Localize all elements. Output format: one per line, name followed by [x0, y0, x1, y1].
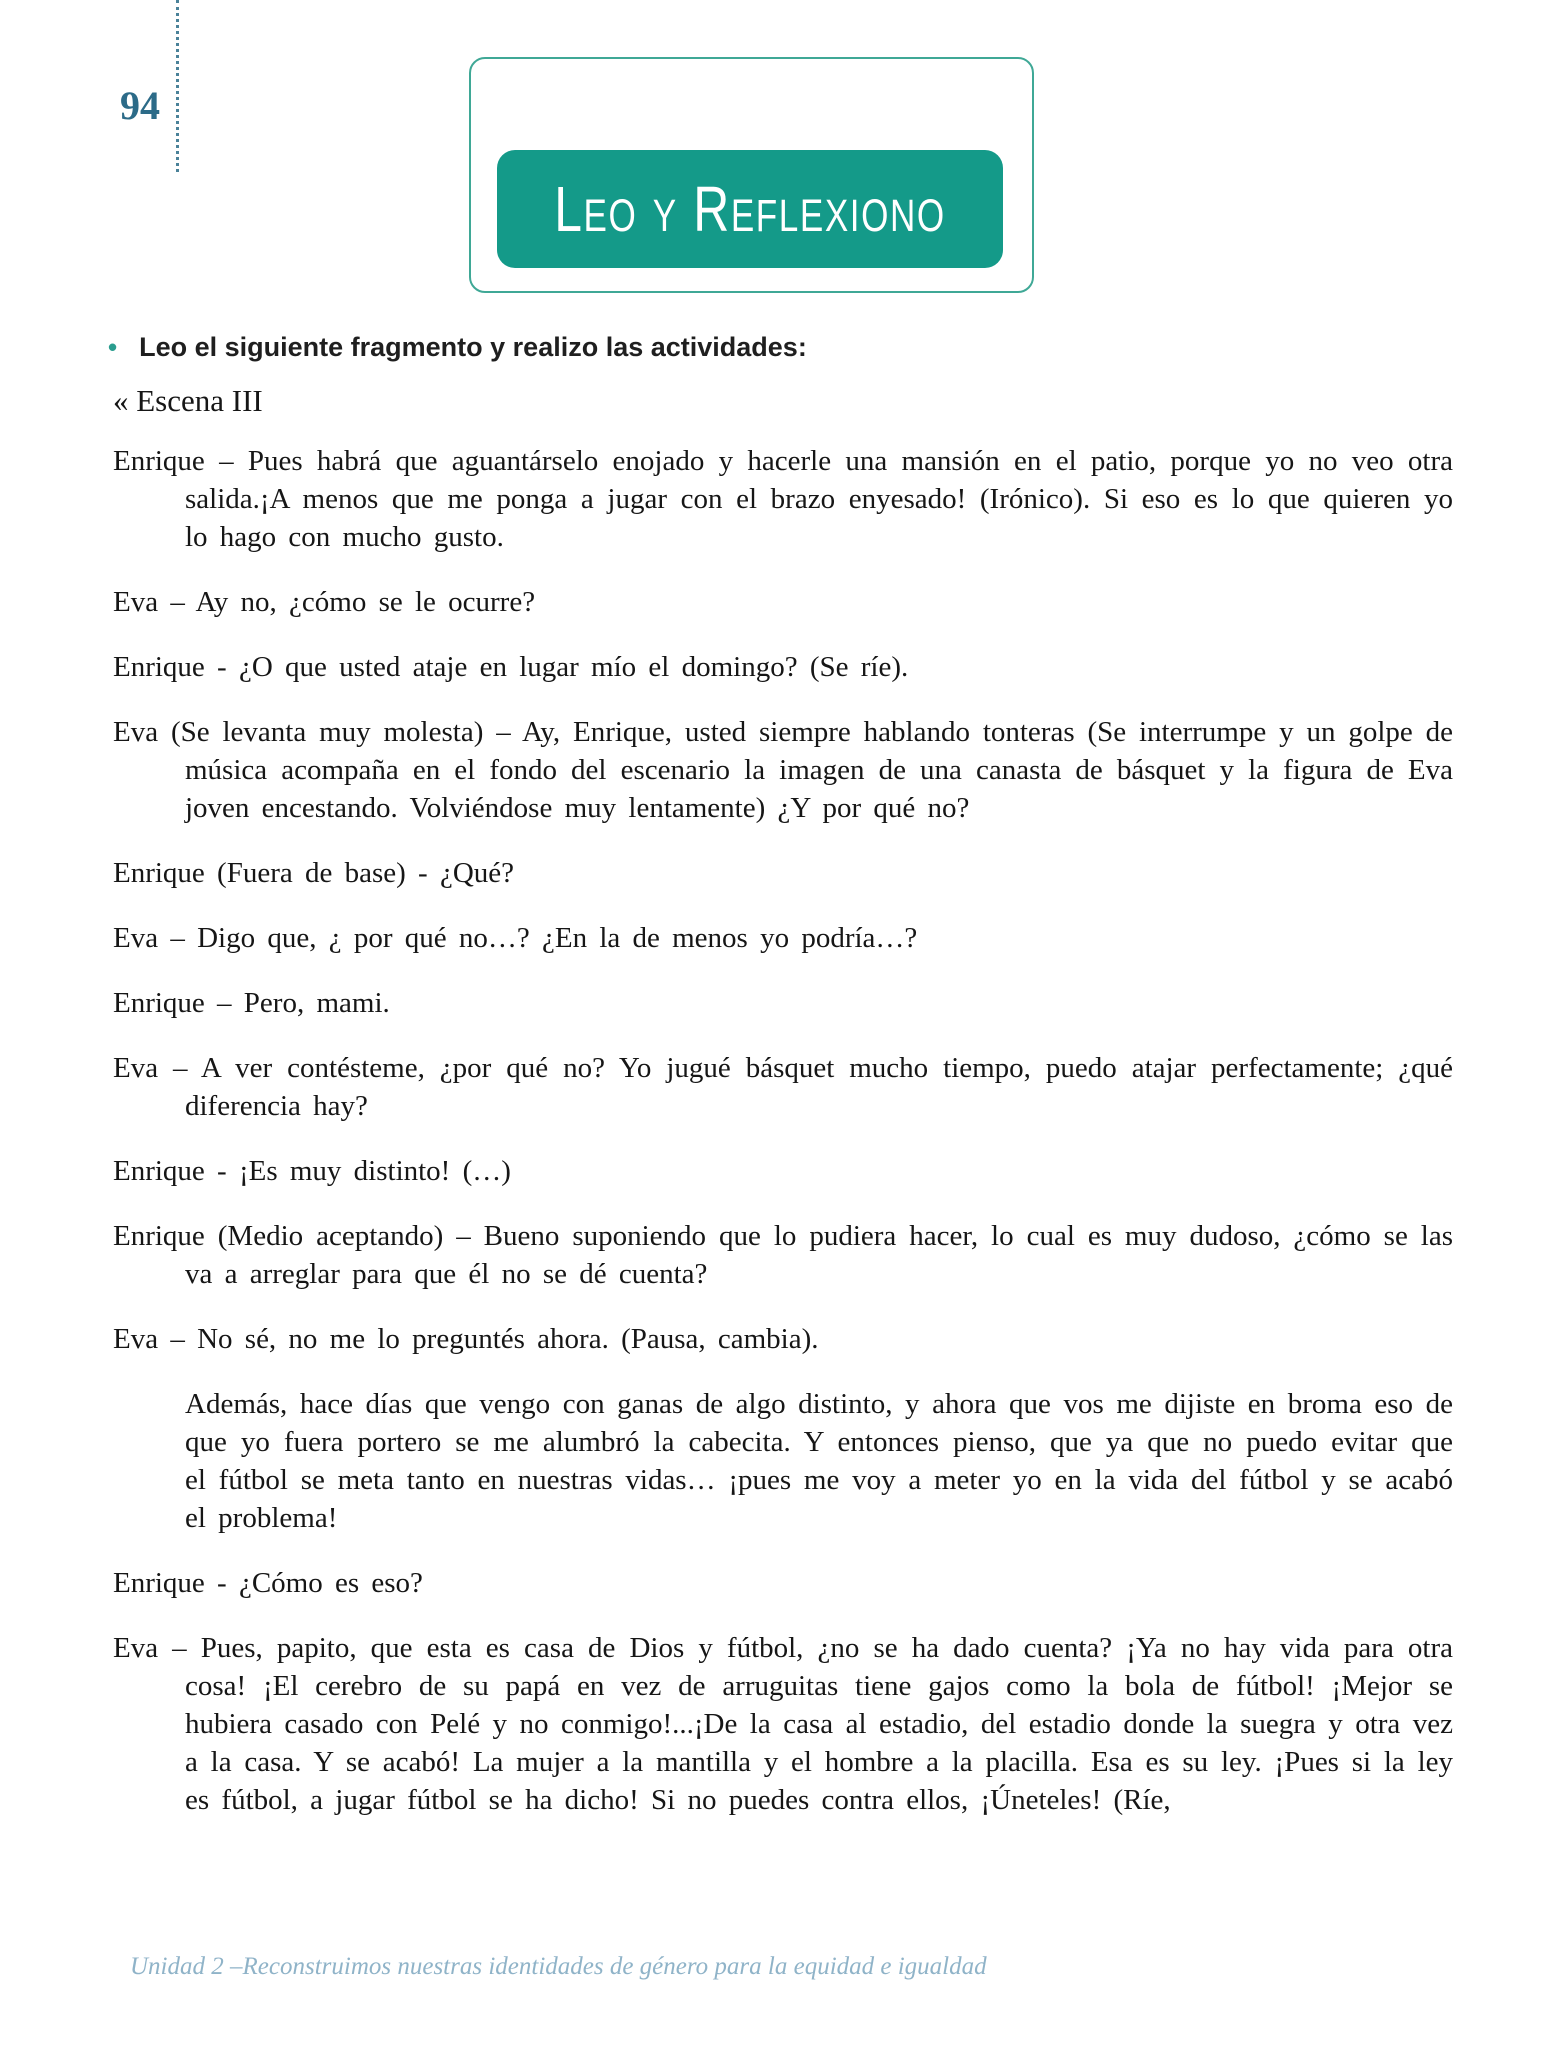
dialogue-paragraph: Eva – A ver contésteme, ¿por qué no? Yo jugué básquet mucho tiempo, puedo atajar perfectamente; ¿qué diferencia hay?	[113, 1052, 1453, 1122]
dialogue-paragraph: Enrique - ¡Es muy distinto! (…)	[113, 1155, 511, 1187]
dialogue-paragraph: Enrique (Medio aceptando) – Bueno suponiendo que lo pudiera hacer, lo cual es muy dudoso, ¿cómo se las va a arreglar para que él no se dé cuenta?	[113, 1220, 1453, 1290]
dialogue-paragraph: Eva – Digo que, ¿ por qué no…? ¿En la de menos yo podría…?	[113, 922, 918, 954]
dialogue-container	[113, 442, 1453, 1846]
section-banner-title: Leo y Reflexiono	[554, 173, 946, 245]
dialogue-paragraph: Enrique - ¿O que usted ataje en lugar mío el domingo? (Se ríe).	[113, 651, 909, 683]
instruction-line	[108, 332, 1458, 363]
dialogue-paragraph: Enrique (Fuera de base) - ¿Qué?	[113, 857, 515, 889]
footer-unit-title: Unidad 2 –Reconstruimos nuestras identidades de género para la equidad e igualdad	[130, 1953, 987, 1980]
dialogue-paragraph: Además, hace días que vengo con ganas de algo distinto, y ahora que vos me dijiste en broma eso de que yo fuera portero se me alumbró la cabecita. Y entonces pienso, que ya que no puedo evitar que el fútbol se meta tanto en nuestras vidas… ¡pues me voy a meter yo en la vida del fútbol y se acabó el problema!	[185, 1388, 1453, 1534]
dialogue-paragraph: Enrique - ¿Cómo es eso?	[113, 1567, 423, 1599]
dialogue-paragraph: Eva – Pues, papito, que esta es casa de Dios y fútbol, ¿no se ha dado cuenta? ¡Ya no hay vida para otra cosa! ¡El cerebro de su papá en vez de arruguitas tiene gajos como la bola de fútbol! ¡Mejor se hubiera casado con Pelé y no conmigo!...¡De la casa al estadio, del estadio donde la suegra y otra vez a la casa. Y se acabó! La mujer a la mantilla y el hombre a la placilla. Esa es su ley. ¡Pues si la ley es fútbol, a jugar fútbol se ha dicho! Si no puedes contra ellos, ¡Úneteles! (Ríe,	[113, 1632, 1453, 1816]
bullet-icon: •	[108, 332, 118, 362]
dialogue-paragraph: Eva (Se levanta muy molesta) – Ay, Enrique, usted siempre hablando tonteras (Se interrumpe y un golpe de música acompaña en el fondo del escenario la imagen de una canasta de básquet y la figura de Eva joven encestando. Volviéndose muy lentamente) ¿Y por qué no?	[113, 716, 1453, 824]
section-banner	[497, 150, 1003, 268]
dialogue-paragraph: Enrique – Pero, mami.	[113, 987, 390, 1019]
page-number: 94	[120, 83, 160, 128]
excerpt-opening: « Escena III	[113, 383, 263, 418]
dialogue-paragraph: Enrique – Pues habrá que aguantárselo enojado y hacerle una mansión en el patio, porque yo no veo otra salida.¡A menos que me ponga a jugar con el brazo enyesado! (Irónico). Si eso es lo que quieren yo lo hago con mucho gusto.	[113, 445, 1453, 553]
margin-dotted-rule	[176, 0, 179, 172]
dialogue-paragraph: Eva – No sé, no me lo preguntés ahora. (Pausa, cambia).	[113, 1323, 819, 1355]
dialogue-paragraph: Eva – Ay no, ¿cómo se le ocurre?	[113, 586, 536, 618]
instruction-text: Leo el siguiente fragmento y realizo las actividades:	[139, 332, 807, 362]
